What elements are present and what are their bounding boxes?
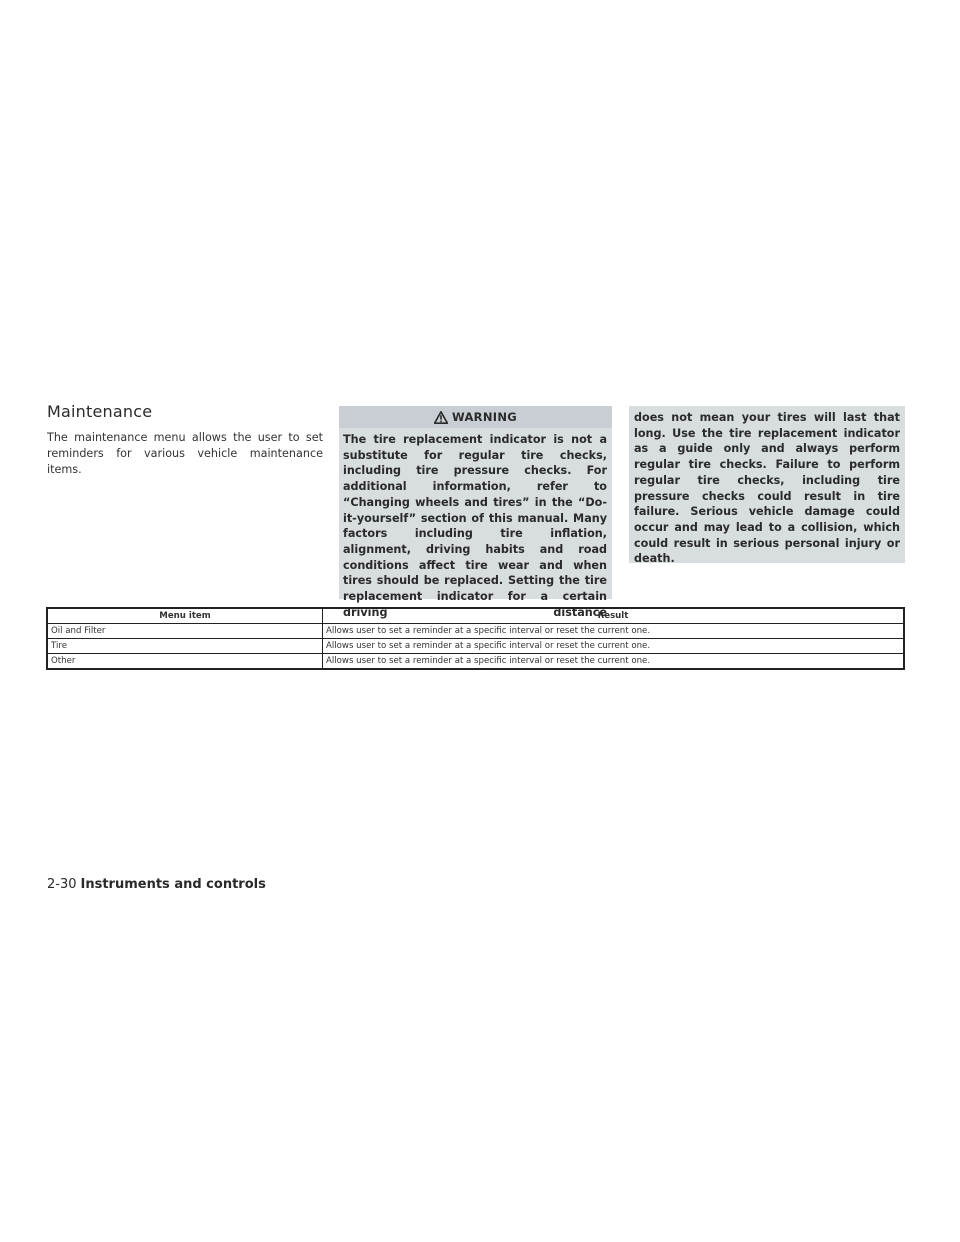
warning-label: WARNING [452, 410, 517, 424]
warning-text-part2: does not mean your tires will last that long. Use the tire replacement indicator as a guide only and always perform regular tire checks. Failure to perform regular tire checks, including tire pressure checks could result in tire failure. Serious vehicle damage could occur and may lead to a collision, which could result in serious personal injury or death. [634, 411, 900, 566]
menu-item-cell: Oil and Filter [47, 624, 323, 639]
result-cell: Allows user to set a reminder at a specific interval or reset the current one. [323, 639, 905, 654]
warning-triangle-icon [434, 411, 448, 424]
menu-item-cell: Tire [47, 639, 323, 654]
intro-paragraph: The maintenance menu allows the user to set reminders for various vehicle maintenance items. [47, 431, 323, 476]
chapter-title: Instruments and controls [80, 877, 266, 892]
warning-box-continued [629, 406, 905, 566]
maintenance-menu-table [46, 607, 905, 670]
result-cell: Allows user to set a reminder at a specific interval or reset the current one. [323, 624, 905, 639]
table-row [47, 654, 904, 670]
table-row [47, 639, 904, 654]
menu-item-cell: Other [47, 654, 323, 670]
page-footer [47, 877, 266, 892]
header-result: Result [323, 608, 905, 624]
section-title: Maintenance [47, 402, 153, 421]
table-header-row [47, 608, 904, 624]
warning-header [339, 406, 612, 428]
warning-text-part1: The tire replacement indicator is not a substitute for regular tire checks, including tire pressure checks. For additional information, refer to “Changing wheels and tires” in the “Do-it-yourself” section of this manual. Many factors including tire inflation, alignment, driving habits and road conditions affect tire wear and when tires should be replaced. Setting the tire replacement indicator for a certain driving distance [343, 433, 607, 619]
result-cell: Allows user to set a reminder at a specific interval or reset the current one. [323, 654, 905, 670]
header-menu-item: Menu item [47, 608, 323, 624]
page-number: 2-30 [47, 877, 77, 892]
warning-box [339, 406, 612, 619]
table-row [47, 624, 904, 639]
